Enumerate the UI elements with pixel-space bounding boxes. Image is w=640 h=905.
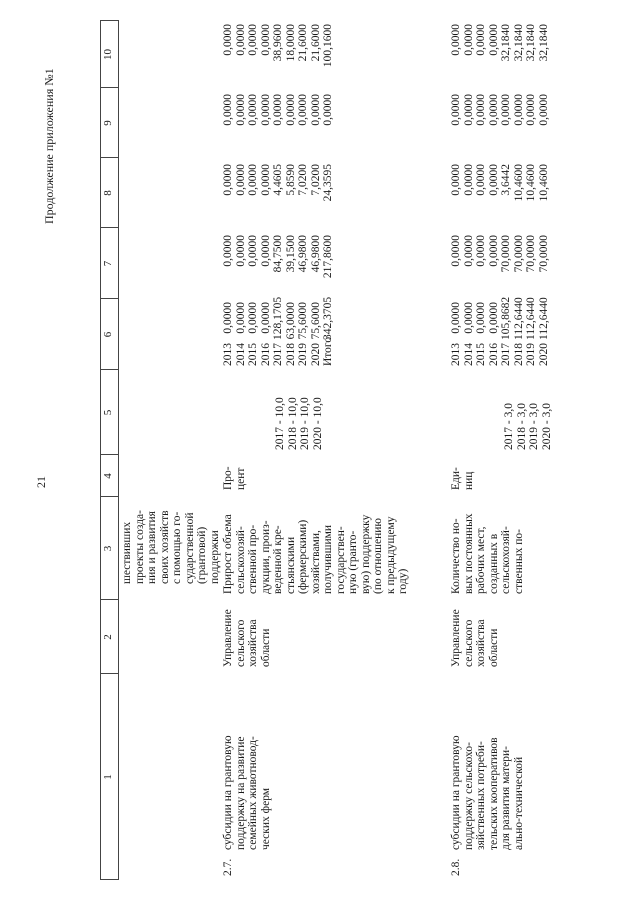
- text-line: проекты созда-: [133, 510, 146, 584]
- value: 0,0000: [222, 94, 234, 126]
- value: 0,0000: [222, 24, 234, 56]
- value: 112,6440: [525, 297, 537, 340]
- year: 2015: [247, 343, 259, 366]
- value: 7,0200: [297, 164, 309, 196]
- text-line: ниц: [462, 471, 475, 490]
- value: 0,0000: [309, 94, 322, 126]
- value: 0,0000: [450, 235, 462, 267]
- text-line: субсидии на грантовую: [450, 735, 462, 850]
- target-values: [274, 370, 324, 450]
- text-line: своих хозяйств: [158, 510, 171, 584]
- value: 0,0000: [475, 164, 487, 196]
- value: 0,0000: [462, 302, 475, 334]
- value: 0,0000: [475, 302, 487, 334]
- executor: [450, 601, 500, 667]
- text-line: вых постоянных: [462, 513, 475, 594]
- text-line: поддержку на развитие: [234, 736, 247, 850]
- value: 0,0000: [247, 235, 259, 267]
- text-line: сельскохозяй-: [234, 526, 247, 594]
- value: 63,0000: [284, 302, 297, 340]
- text-line: субсидии на грантовую: [222, 735, 234, 850]
- year: 2017: [500, 343, 512, 366]
- year: Итого: [322, 336, 334, 366]
- value: 75,6000: [297, 302, 309, 340]
- value: 342,3705: [322, 296, 334, 340]
- text-line: Прирост объема: [222, 514, 234, 594]
- year: 2018: [512, 343, 525, 366]
- text-line: ческих ферм: [259, 787, 272, 850]
- text-line: поддержку сельскохо-: [462, 742, 475, 850]
- value: 0,0000: [259, 24, 272, 56]
- column-header: 7: [102, 260, 114, 267]
- column-header: 10: [102, 49, 114, 60]
- text-line: ственной про-: [247, 524, 259, 594]
- value: 0,0000: [259, 235, 272, 267]
- value: 21,6000: [297, 24, 309, 62]
- text-line: Про-: [222, 466, 234, 490]
- year: 2019: [297, 343, 309, 366]
- text-line: хозяйства: [475, 619, 487, 667]
- text-line: созданных в: [487, 533, 500, 594]
- text-line: стьянскими: [284, 536, 297, 594]
- value: 0,0000: [487, 164, 500, 196]
- value: 217,8600: [322, 235, 334, 279]
- value: 0,0000: [487, 24, 500, 56]
- text-line: ния и развития: [146, 511, 158, 584]
- text-line: 2020 - 10,0: [311, 397, 324, 450]
- value: 128,1705: [272, 296, 284, 340]
- text-line: государствен-: [334, 526, 347, 594]
- column-header: 6: [102, 331, 114, 338]
- value: 0,0000: [247, 94, 259, 126]
- value: 0,0000: [462, 94, 475, 126]
- value: 10,4600: [512, 164, 525, 202]
- value: 100,1600: [322, 24, 334, 68]
- indicator: [222, 498, 410, 594]
- text-line: 2018 - 3,0: [515, 403, 528, 450]
- text-line: 2017 - 10,0: [274, 397, 286, 450]
- value: 3,6442: [500, 164, 512, 196]
- value: 10,4600: [525, 164, 537, 202]
- column-8-values: [222, 164, 335, 224]
- year: 2017: [272, 343, 284, 366]
- value: 0,0000: [259, 164, 272, 196]
- column-header: 2: [102, 634, 114, 640]
- year: 2013: [450, 343, 462, 366]
- text-line: хозяйствами,: [309, 530, 322, 594]
- column-6-values: [222, 296, 335, 340]
- value: 24,3595: [322, 164, 334, 202]
- value: 0,0000: [450, 302, 462, 334]
- text-line: ственных по-: [512, 529, 525, 594]
- row-number: 2.8.: [450, 858, 462, 876]
- text-line: вую) поддержку: [359, 514, 372, 594]
- value: 0,0000: [475, 24, 487, 56]
- text-line: дукции, произ-: [259, 520, 272, 594]
- indicator: [450, 498, 525, 594]
- value: 18,0000: [284, 24, 297, 62]
- column-9-values: [222, 94, 335, 154]
- value: 0,0000: [222, 235, 234, 267]
- text-line: (по отношению: [372, 518, 384, 594]
- column-header: 1: [102, 774, 114, 780]
- value: 0,0000: [462, 235, 475, 267]
- value: 112,6440: [537, 297, 550, 340]
- text-line: поддержки: [208, 530, 221, 584]
- text-line: сельскохозяй-: [500, 526, 512, 594]
- value: 0,0000: [247, 164, 259, 196]
- column-10-values: [450, 24, 550, 84]
- text-line: тельских кооперативов: [487, 737, 500, 850]
- value: 70,0000: [537, 235, 550, 273]
- value: 0,0000: [322, 94, 334, 126]
- text-line: с помощью го-: [171, 511, 183, 584]
- text-line: 2018 - 10,0: [286, 397, 299, 450]
- executor: [222, 601, 272, 667]
- year: 2013: [222, 343, 234, 366]
- value: 0,0000: [297, 94, 309, 126]
- value: 70,0000: [525, 235, 537, 273]
- value: 0,0000: [234, 302, 247, 334]
- value: 0,0000: [487, 94, 500, 126]
- value: 0,0000: [259, 94, 272, 126]
- value: 39,1500: [284, 235, 297, 273]
- value: 105,8682: [500, 296, 512, 340]
- column-header: 8: [102, 190, 114, 196]
- text-line: для развития матери-: [500, 746, 512, 850]
- page-number: 21: [34, 476, 48, 488]
- year: 2014: [462, 343, 475, 366]
- value: 75,6000: [309, 302, 322, 340]
- text-line: 2020 - 3,0: [540, 403, 553, 450]
- column-6-values: [450, 296, 550, 340]
- value: 0,0000: [259, 302, 272, 334]
- event-description: [450, 674, 525, 850]
- text-line: рабочих мест,: [475, 526, 487, 594]
- value: 10,4600: [537, 164, 550, 202]
- column-header: 5: [102, 409, 114, 416]
- value: 38,9600: [272, 24, 284, 62]
- column-7-values: [222, 235, 335, 295]
- value: 0,0000: [462, 24, 475, 56]
- value: 112,6440: [512, 297, 525, 340]
- text-line: цент: [234, 467, 247, 490]
- year: 2014: [234, 343, 247, 366]
- column-7-values: [450, 235, 550, 295]
- header-top-rule: [100, 20, 101, 880]
- value: 0,0000: [450, 24, 462, 56]
- document-table: [100, 20, 620, 880]
- text-line: ально-технической: [512, 756, 525, 850]
- value: 0,0000: [525, 94, 537, 126]
- value: 0,0000: [234, 235, 247, 267]
- value: 0,0000: [272, 94, 284, 126]
- value: 0,0000: [512, 94, 525, 126]
- text-line: (фермерскими): [297, 519, 309, 594]
- text-line: сельского: [234, 619, 247, 667]
- text-line: области: [487, 628, 500, 667]
- row-number: 2.7.: [222, 858, 234, 876]
- years: [222, 336, 335, 366]
- year: 2020: [309, 343, 322, 366]
- text-line: Количество но-: [450, 518, 462, 594]
- event-description: [222, 674, 272, 850]
- text-line: ную (гранто-: [347, 530, 359, 594]
- unit: [222, 456, 247, 490]
- value: 4,4605: [272, 164, 284, 196]
- value: 0,0000: [450, 94, 462, 126]
- year: 2016: [259, 343, 272, 366]
- value: 70,0000: [512, 235, 525, 273]
- column-header: 9: [102, 120, 114, 126]
- column-header: 3: [102, 545, 114, 552]
- text-line: семейных животновод-: [247, 736, 259, 850]
- value: 21,6000: [309, 24, 322, 62]
- text-line: году): [397, 568, 409, 594]
- value: 32,1840: [537, 24, 550, 62]
- text-line: хозяйства: [247, 619, 259, 667]
- year: 2016: [487, 343, 500, 366]
- value: 0,0000: [222, 164, 234, 196]
- column-9-values: [450, 94, 550, 154]
- value: 0,0000: [500, 94, 512, 126]
- value: 0,0000: [475, 235, 487, 267]
- value: 84,7500: [272, 235, 284, 273]
- column-8-values: [450, 164, 550, 224]
- value: 0,0000: [222, 302, 234, 334]
- value: 0,0000: [247, 24, 259, 56]
- value: 0,0000: [247, 302, 259, 334]
- value: 32,1840: [512, 24, 525, 62]
- column-10-values: [222, 24, 335, 84]
- value: 0,0000: [234, 94, 247, 126]
- value: 0,0000: [284, 94, 297, 126]
- text-line: Управление: [450, 609, 462, 667]
- text-line: шествивших: [121, 521, 133, 584]
- years: [450, 336, 550, 366]
- header-bottom-rule: [118, 20, 119, 880]
- text-line: 2019 - 3,0: [528, 403, 540, 450]
- value: 0,0000: [234, 24, 247, 56]
- unit: [450, 456, 475, 490]
- value: 0,0000: [537, 94, 550, 126]
- text-line: к предыдущему: [384, 516, 397, 594]
- text-line: зяйственных потреби-: [475, 741, 487, 850]
- value: 0,0000: [487, 302, 500, 334]
- text-line: Управление: [222, 609, 234, 667]
- text-line: 2019 - 10,0: [299, 397, 311, 450]
- text-line: веденной кре-: [272, 525, 284, 594]
- value: 46,9800: [297, 235, 309, 273]
- value: 70,0000: [500, 235, 512, 273]
- value: 0,0000: [487, 235, 500, 267]
- text-line: 2017 - 3,0: [503, 403, 515, 450]
- text-line: сельского: [462, 619, 475, 667]
- appendix-label: Продолжение приложения №1: [42, 68, 56, 224]
- target-values: [503, 370, 553, 450]
- value: 0,0000: [462, 164, 475, 196]
- year: 2019: [525, 343, 537, 366]
- text-line: получившими: [322, 524, 334, 594]
- year: 2020: [537, 343, 550, 366]
- value: 0,0000: [450, 164, 462, 196]
- value: 7,0200: [309, 164, 322, 196]
- value: 5,8590: [284, 164, 297, 196]
- value: 32,1840: [500, 24, 512, 62]
- value: 0,0000: [475, 94, 487, 126]
- indicator-continuation: [121, 494, 221, 584]
- value: 32,1840: [525, 24, 537, 62]
- column-header: 4: [102, 473, 114, 479]
- text-line: (грантовой): [196, 526, 208, 584]
- text-line: сударственной: [183, 512, 196, 584]
- value: 0,0000: [234, 164, 247, 196]
- text-line: Еди-: [450, 467, 462, 490]
- text-line: области: [259, 628, 272, 667]
- value: 46,9800: [309, 235, 322, 273]
- year: 2018: [284, 343, 297, 366]
- year: 2015: [475, 343, 487, 366]
